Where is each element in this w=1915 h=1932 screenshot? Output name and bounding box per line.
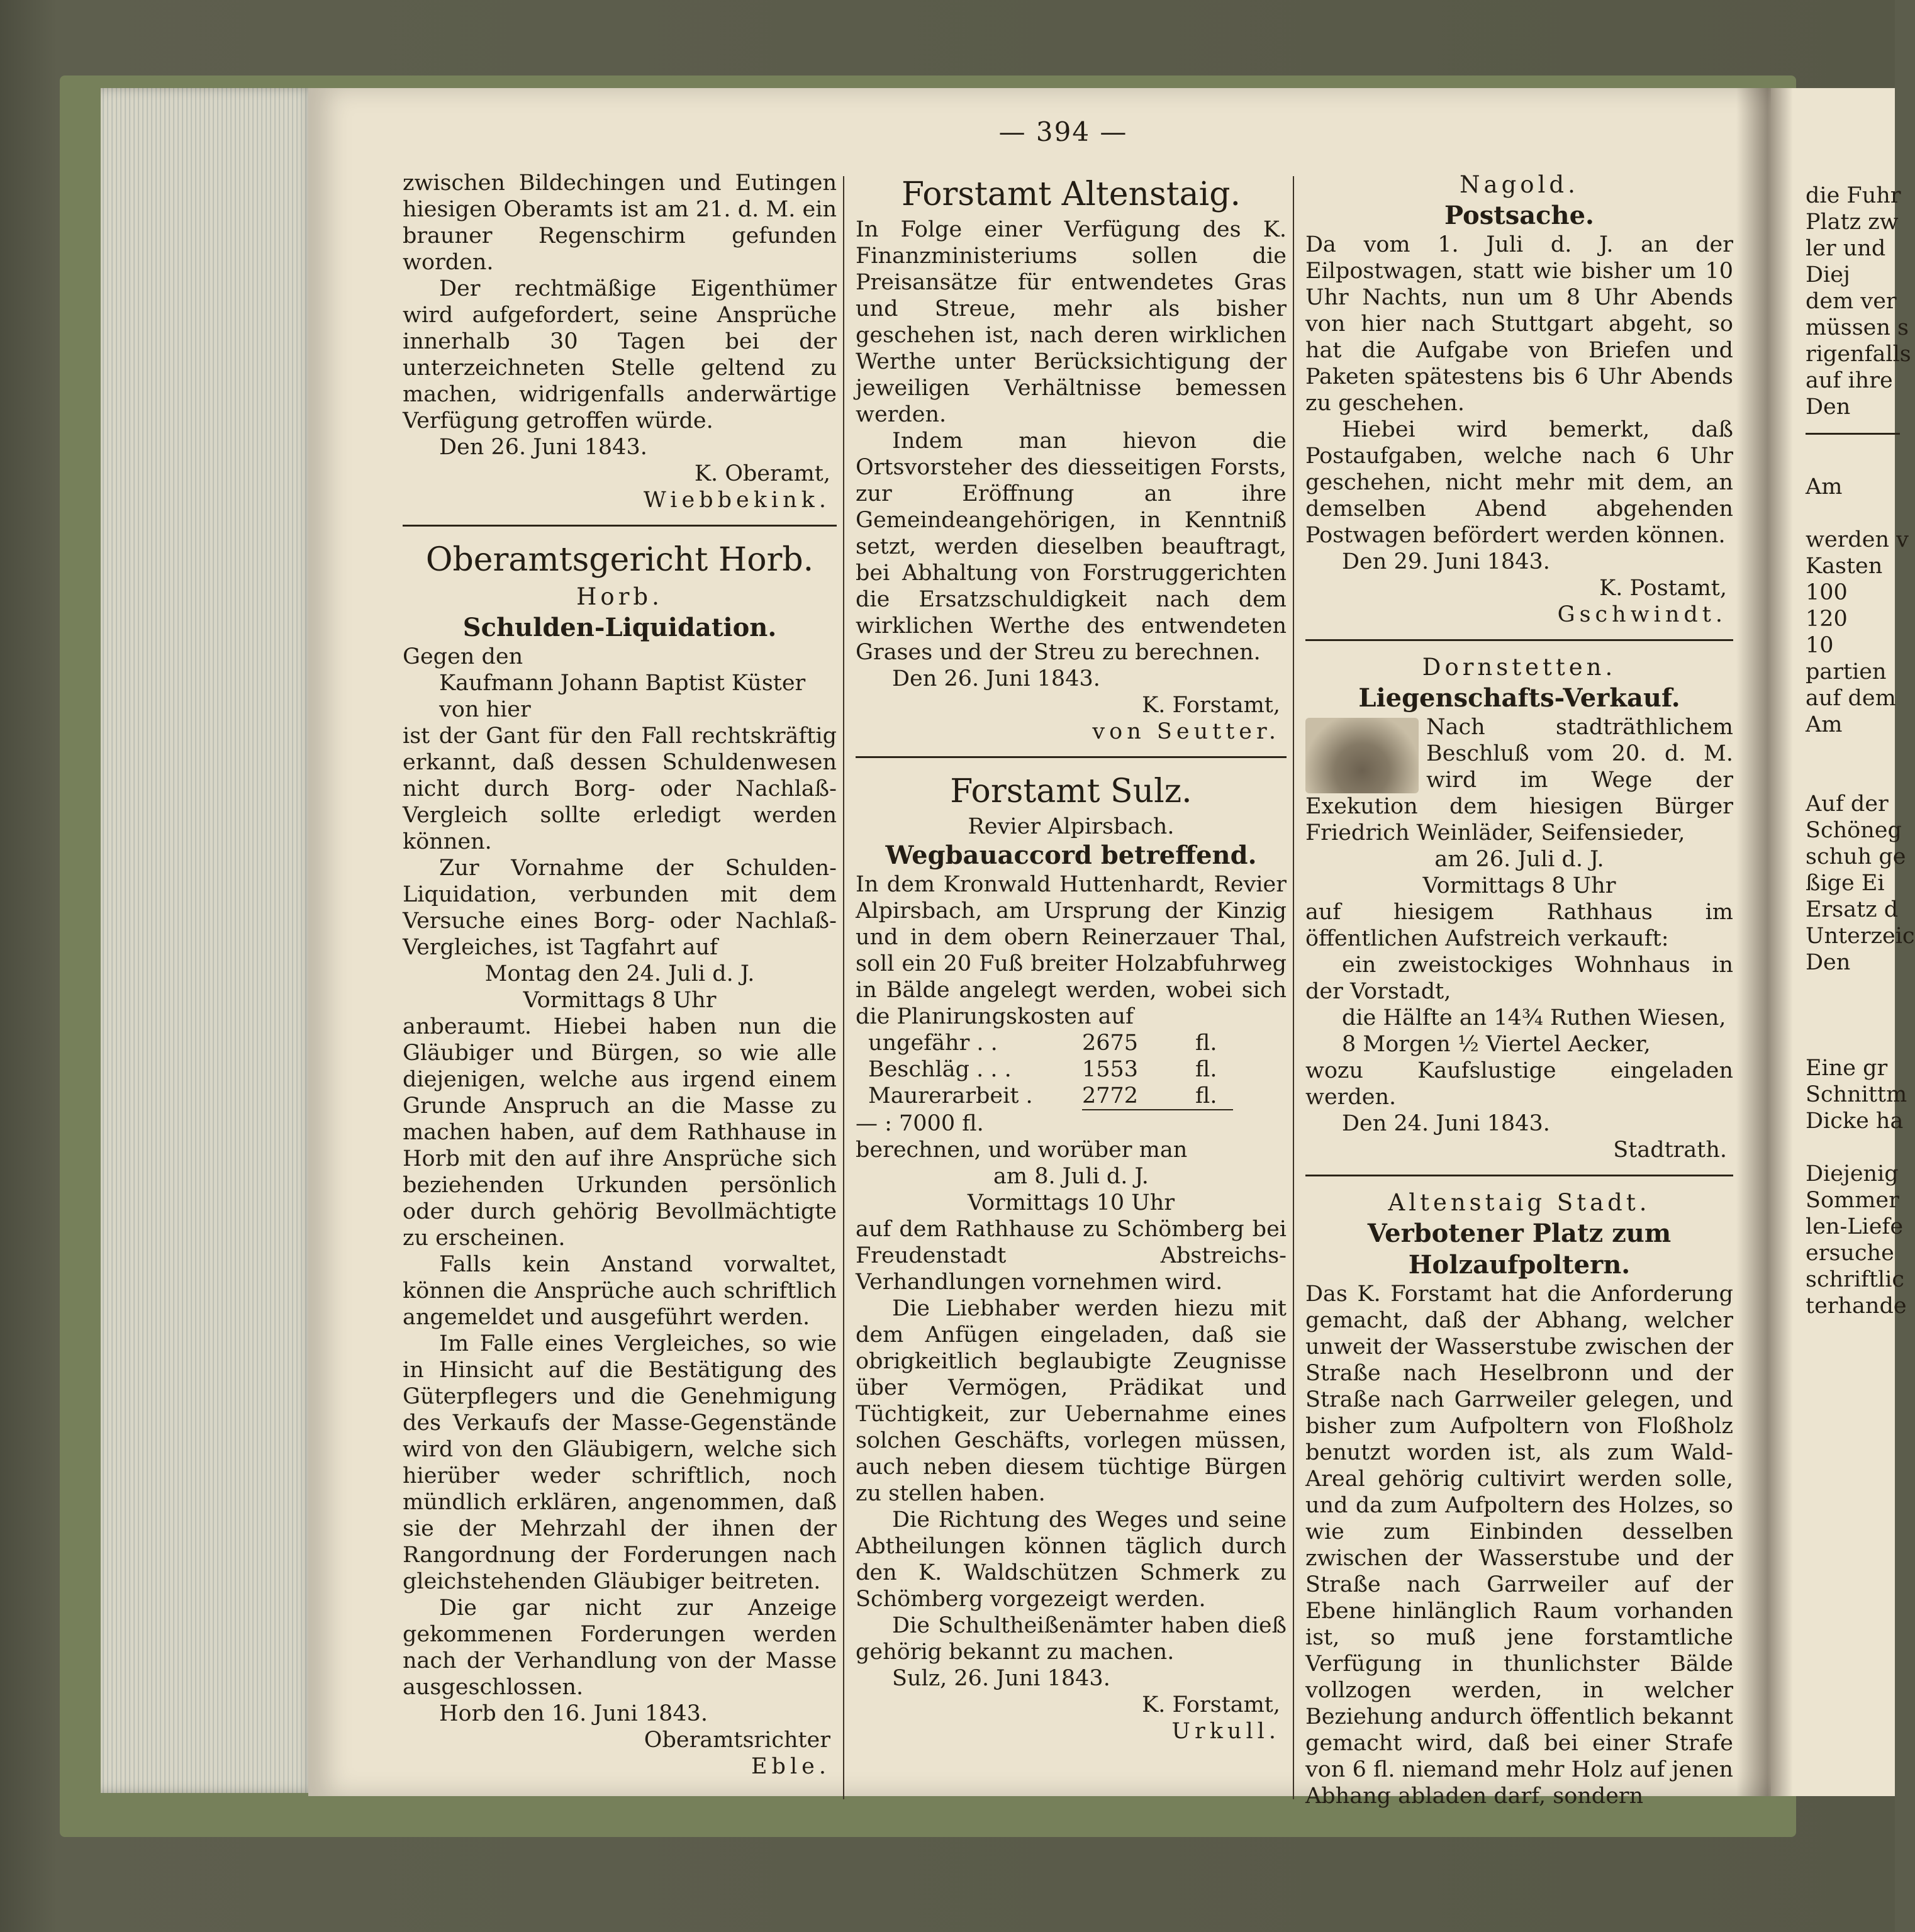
fragment-line: 100 [1806,580,1848,605]
cost-label: ungefähr . . [868,1030,998,1056]
paragraph: Da vom 1. Juli d. J. an der Eilpostwagen, statt wie bisher um 10 Uhr Nachts, nun um 8 Uhr Abends von hier nach Stuttgart abgeht, so hat die Aufgabe von Briefen und Paketen spätestens bis 6 Uhr Abends zu geschehen. [1305,232,1733,416]
fragment-line: Unterzeic [1806,924,1915,949]
place-heading: Nagold. [1460,171,1579,198]
book-gutter [1736,88,1793,1796]
cost-currency: fl. [1195,1030,1217,1056]
fragment-line: Sommer [1806,1188,1899,1213]
time-line: Vormittags 8 Uhr [523,988,717,1013]
cost-value: 2772 [1082,1083,1195,1110]
notice-subtitle: Schulden-Liquidation. [462,613,777,642]
place-heading: Revier Alpirsbach. [968,814,1175,839]
paragraph: auf dem Rathhause zu Schömberg bei Freudenstadt Abstreichs-Verhandlungen vornehmen wird. [856,1217,1287,1295]
section-rule [856,756,1287,758]
column-1 [403,170,837,1780]
paragraph: In Folge einer Verfügung des K. Finanzministeriums sollen die Preisansätze für entwendetes Gras und Streue, mehr als bisher geschehen ist, nach deren wirklichen Werthe unter Berücksichtigung der jeweiligen Verhältnisse bemessen werden. [856,217,1287,427]
fragment-line: len-Liefe [1806,1214,1904,1239]
notice-subtitle: Postsache. [1444,201,1594,230]
paragraph: In dem Kronwald Huttenhardt, Revier Alpirsbach, am Ursprung der Kinzig und in dem obern Reinerzauer Thal, soll ein 20 Fuß breiter Holzabfuhrweg in Bälde angelegt werden, wobei sich die Planirungskosten auf [856,872,1287,1029]
text-line: berechnen, und worüber man [856,1137,1188,1163]
fragment-rule [1806,433,1900,435]
fragment-line: auf dem [1806,686,1896,711]
date-line: Horb den 16. Juni 1843. [439,1701,708,1726]
section-rule [403,525,837,527]
fragment-line: Ersatz d [1806,897,1899,922]
cost-row [856,1083,1287,1110]
cost-label: Maurerarbeit . [868,1083,1033,1108]
paragraph: Zur Vornahme der Schulden-Liquidation, verbunden mit dem Versuche eines Borg- oder Nachlaß-Vergleiches, ist Tagfahrt auf [403,856,837,960]
date-line: am 26. Juli d. J. [1434,847,1604,872]
page-number: — 394 — [998,116,1128,147]
date-line: Den 26. Juni 1843. [892,666,1100,691]
cost-value: 1553 [1082,1057,1139,1082]
fragment-line: Eine gr [1806,1056,1888,1081]
fragment-line: ersuche [1806,1241,1894,1266]
notice-subtitle: Verbotener Platz zum Holzaufpoltern. [1367,1219,1672,1280]
paragraph: ist der Gant für den Fall rechtskräftig erkannt, daß dessen Schuldenwesen nicht durch Borg- oder Nachlaß-Vergleich sollte erledigt werden können. [403,723,837,854]
date-line: Den 29. Juni 1843. [1342,549,1550,574]
paragraph: auf hiesigem Rathhaus im öffentlichen Aufstreich verkauft: [1305,900,1733,951]
signature-name: Gschwindt. [1557,602,1727,627]
column-separator [1293,176,1294,1799]
place-heading: Horb. [576,583,663,610]
date-line: am 8. Juli d. J. [993,1164,1149,1189]
paragraph: Die gar nicht zur Anzeige gekommenen Forderungen werden nach der Verhandlung von der Masse ausgeschlossen. [403,1595,837,1700]
column-2 [856,170,1287,1745]
page-edges [101,88,316,1793]
fragment-line: 120 [1806,606,1848,632]
notice-subtitle: Wegbauaccord betreffend. [885,840,1257,870]
fragment-line: schriftlic [1806,1267,1905,1292]
text-line: wozu Kaufslustige eingeladen werden. [1305,1058,1733,1110]
cost-currency: fl. [1195,1057,1217,1082]
section-title: Oberamtsgericht Horb. [425,541,814,579]
fragment-line: Diej [1806,262,1850,288]
date-line: Sulz, 26. Juni 1843. [892,1666,1110,1691]
cost-label: Beschläg . . . [868,1057,1012,1082]
section-title: Forstamt Altenstaig. [901,176,1241,213]
column-3 [1305,170,1733,1809]
fragment-line: werden v [1806,527,1909,552]
fragment-line: Diejenig [1806,1161,1899,1187]
fragment-line: Am [1806,712,1843,737]
fragment-line: Kasten [1806,554,1883,579]
signature-name: Wiebbekink. [643,488,830,513]
paragraph: Im Falle eines Vergleiches, so wie in Hinsicht auf die Bestätigung des Güterpflegers und die Genehmigung des Verkaufs der Masse-Gegenstände wird von den Gläubigern, welche sich hierüber weder schriftlich, noch mündlich erklären, angenommen, daß sie der Mehrzahl der ihnen der Rangordnung der Forderungen nach gleichstehenden Gläubiger beitreten. [403,1331,837,1594]
section-rule [1305,639,1733,641]
date-line: Montag den 24. Juli d. J. [484,961,755,986]
signature: K. Postamt, [1599,576,1727,601]
text-line: Gegen den [403,644,523,669]
time-line: Vormittags 8 Uhr [1422,873,1616,898]
paragraph: Das K. Forstamt hat die Anforderung gemacht, daß der Abhang, welcher unweit der Wasserstube zwischen der Straße nach Heselbronn und der Straße nach Garrweiler gelegen, und bisher zum Aufpoltern von Floßholz benutzt worden ist, als zum Wald-Areal gehörig cultivirt werden solle, und da zum Aufpoltern des Holzes, so wie zum Einbinden desselben zwischen der Wasserstube und der Straße nach Garrweiler auf der Ebene hinlänglich Raum vorhanden ist, so muß jene forstamtliche Verfügung in thunlichster Bälde vollzogen werden, in welcher Beziehung andurch öffentlich bekannt gemacht wird, daß bei einer Strafe von 6 fl. niemand mehr Holz auf jenen Abhang abladen darf, sondern [1305,1281,1733,1809]
paragraph: anberaumt. Hiebei haben nun die Gläubiger und Bürgen, so wie alle diejenigen, welche aus irgend einem Grunde Anspruch an die Masse zu machen haben, auf dem Rathhause in Horb mit den auf ihre Ansprüche sich beziehenden Urkunden persönlich oder durch gehörig Bevollmächtigte zu erscheinen. [403,1014,837,1251]
fragment-line: müssen s [1806,315,1909,340]
place-heading: Altenstaig Stadt. [1388,1189,1651,1216]
fragment-line: auf ihre [1806,368,1893,393]
fragment-line: Dicke ha [1806,1108,1904,1134]
time-line: Vormittags 10 Uhr [967,1190,1175,1215]
notice-subtitle: Liegenschafts-Verkauf. [1358,683,1680,713]
place-heading: Dornstetten. [1422,654,1617,681]
fragment-line: partien [1806,659,1887,684]
cost-row [856,1056,1287,1083]
signature: K. Oberamt, [694,461,830,486]
fragment-line: Den [1806,394,1851,420]
fragment-line: dem ver [1806,289,1897,314]
fragment-line: terhande [1806,1293,1907,1319]
text-line: Kaufmann Johann Baptist Küster [439,671,806,696]
date-line: Den 24. Juni 1843. [1342,1111,1550,1136]
right-page-fragment [1806,182,1915,1319]
section-rule [1305,1175,1733,1176]
fragment-line: ler und [1806,236,1886,261]
fragment-line: Platz zw [1806,209,1899,235]
signature-name: von Seutter. [1092,719,1280,744]
signature: Oberamtsrichter [644,1728,830,1753]
fragment-line: Schnittm [1806,1082,1907,1107]
fragment-line: die Fuhr [1806,183,1901,208]
signature: K. Forstamt, [1142,1692,1280,1717]
paragraph: zwischen Bildechingen und Eutingen hiesigen Oberamts ist am 21. d. M. ein brauner Regenschirm gefunden worden. [403,170,837,275]
fragment-line: Am [1806,474,1843,500]
section-title: Forstamt Sulz. [950,773,1192,810]
signature-name: Eble. [751,1754,830,1779]
paragraph: Hiebei wird bemerkt, daß Postaufgaben, welche nach 6 Uhr geschehen, nicht mehr mit dem, an demselben Abend abgehenden Postwagen befördert werden können. [1305,417,1733,548]
signature: K. Forstamt, [1142,693,1280,718]
cost-total: — : 7000 fl. [856,1111,984,1136]
fragment-line: Auf der [1806,791,1889,817]
paragraph: Der rechtmäßige Eigenthümer wird aufgefordert, seine Ansprüche innerhalb 30 Tagen bei der unterzeichneten Stelle geltend zu machen, widrigenfalls anderwärtige Verfügung getroffen würde. [403,276,837,433]
cost-value: 2675 [1082,1030,1139,1056]
signature: Stadtrath. [1613,1137,1727,1163]
date-line: Den 26. Juni 1843. [439,435,647,460]
vignette-image [1305,718,1419,793]
list-item: 8 Morgen ½ Viertel Aecker, [1342,1032,1651,1057]
fragment-line: schuh ge [1806,844,1906,869]
paragraph: Indem man hievon die Ortsvorsteher des diesseitigen Forsts, zur Eröffnung an ihre Gemeindeangehörigen, in Kenntniß setzt, werden dieselben beauftragt, bei Abhaltung von Forstruggerichten die Ersatzschuldigkeit nach dem wirklichen Werthe des entwendeten Grases und der Streu zu berechnen. [856,428,1287,665]
paragraph: Falls kein Anstand vorwaltet, können die Ansprüche auch schriftlich angemeldet und ausgeführt werden. [403,1252,837,1330]
fragment-line: 10 [1806,633,1834,658]
paragraph: Die Liebhaber werden hiezu mit dem Anfügen eingeladen, daß sie obrigkeitlich beglaubigte Zeugnisse über Vermögen, Prädikat und Tüchtigkeit, zur Uebernahme eines solchen Geschäfts, vorlegen müssen, auch neben diesem tüchtige Bürgen zu stellen haben. [856,1296,1287,1506]
column-separator [843,176,844,1799]
cost-row [856,1030,1287,1056]
paragraph: Die Schultheißenämter haben dieß gehörig bekannt zu machen. [856,1613,1287,1665]
fragment-line: Den [1806,950,1851,975]
cost-currency: fl. [1195,1083,1233,1110]
list-item: die Hälfte an 14¾ Ruthen Wiesen, [1342,1005,1726,1030]
fragment-line: Schöneg [1806,818,1902,843]
paragraph: Nach stadträthlichem Beschluß vom 20. d. M. wird im Wege der Exekution dem hiesigen Bürger Friedrich Weinläder, Seifensieder, [1305,715,1733,846]
list-item: ein zweistockiges Wohnhaus in der Vorstadt, [1305,952,1733,1004]
signature-name: Urkull. [1171,1719,1280,1744]
fragment-line: ßige Ei [1806,871,1885,896]
paragraph: Die Richtung des Weges und seine Abtheilungen können täglich durch den K. Waldschützen Schmerk zu Schömberg vorgezeigt werden. [856,1507,1287,1612]
fragment-line: rigenfalls [1806,342,1911,367]
text-line: von hier [439,697,531,722]
